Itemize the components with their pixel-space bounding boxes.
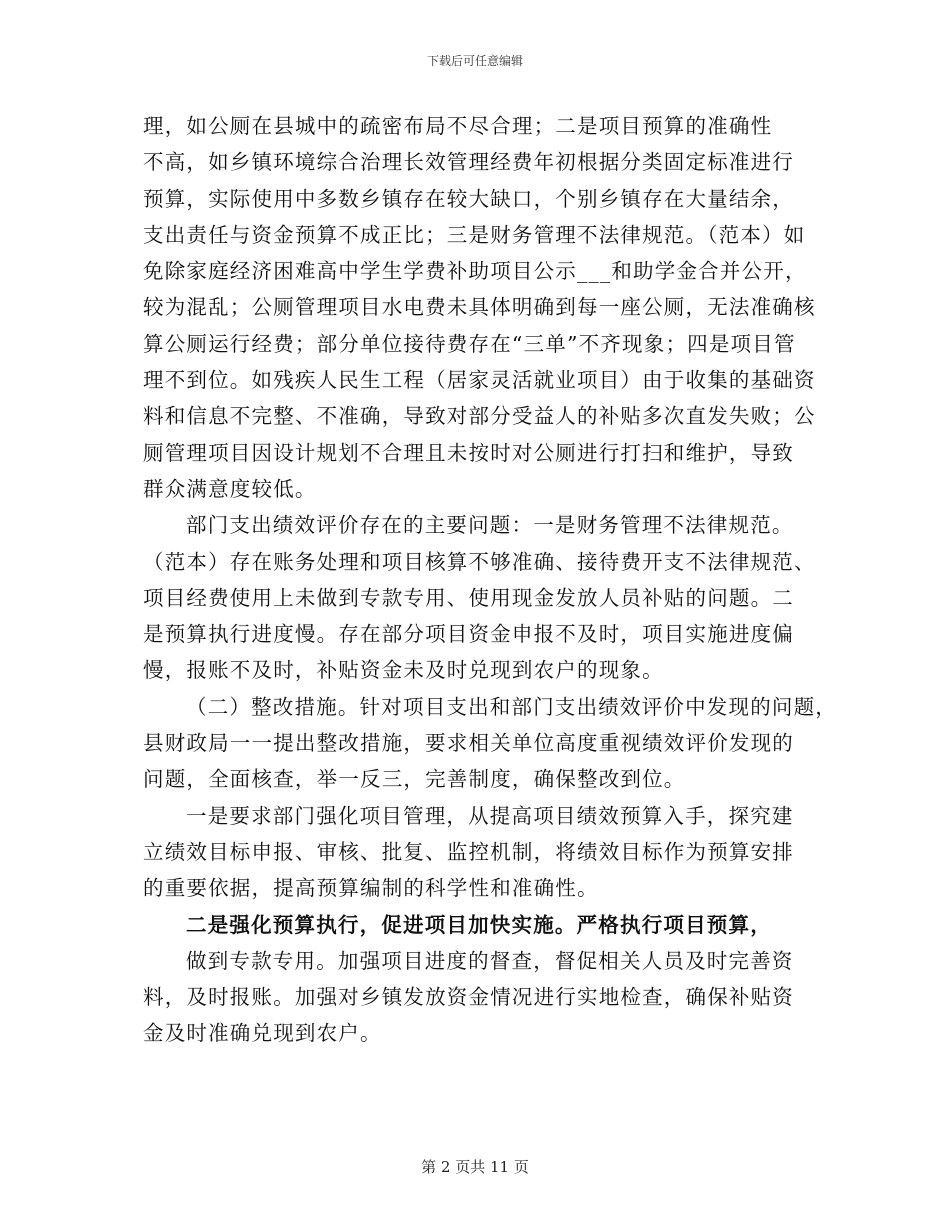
document-body [143, 108, 837, 1052]
page-footer: 第 2 页共 11 页 [421, 1158, 529, 1176]
text-line: 部门支出绩效评价存在的主要问题：一是财务管理不法律规范。 [186, 513, 794, 538]
text-line: 较为混乱；公厕管理项目水电费未具体明确到每一座公厕，无法准确核 [143, 295, 816, 320]
text-line: 支出责任与资金预算不成正比；三是财务管理不法律规范。（范本）如 [143, 222, 806, 247]
text-line: 立绩效目标申报、审核、批复、监控机制，将绩效目标作为预算安排 [143, 839, 794, 864]
text-line: 免除家庭经济困难高中学生学费补助项目公示___和助学金合并公开， [143, 259, 807, 284]
text-line: 预算，实际使用中多数乡镇存在较大缺口，个别乡镇存在大量结余， [143, 186, 794, 211]
text-line: 料和信息不完整、不准确，导致对部分受益人的补贴多次直发失败；公 [143, 404, 816, 429]
paragraph-4 [143, 798, 808, 907]
text-line: 做到专款专用。加强项目进度的督查，督促相关人员及时完善资 [186, 948, 794, 973]
text-line: 料，及时报账。加强对乡镇发放资金情况进行实地检查，确保补贴资 [143, 985, 794, 1010]
text-line: 问题，全面核查，举一反三，完善制度，确保整改到位。 [143, 767, 686, 792]
text-line: 县财政局一一提出整改措施，要求相关单位高度重视绩效评价发现的 [143, 731, 794, 756]
text-line: 的重要依据，提高预算编制的科学性和准确性。 [143, 876, 599, 901]
text-line: 项目经费使用上未做到专款专用、使用现金发放人员补贴的问题。二 [143, 585, 794, 610]
paragraph-6 [143, 943, 808, 1052]
paragraph-3 [143, 689, 837, 798]
text-line: 算公厕运行经费；部分单位接待费存在“三单”不齐现象；四是项目管 [143, 331, 796, 356]
text-line: 一是要求部门强化项目管理，从提高项目绩效预算入手，探究建 [186, 803, 794, 828]
text-line: 群众满意度较低。 [143, 476, 317, 501]
text-line: 理，如公厕在县城中的疏密布局不尽合理；二是项目预算的准确性 [143, 114, 773, 138]
paragraph-2 [143, 507, 816, 688]
page-header: 下载后可任意编辑 [426, 54, 523, 68]
paragraph-5-bold-heading [143, 907, 808, 943]
text-line: （二）整改措施。针对项目支出和部门支出绩效评价中发现的问题， [186, 694, 837, 719]
text-line: 慢，报账不及时，补贴资金未及时兑现到农户的现象。 [143, 658, 664, 683]
text-line: 不高，如乡镇环境综合治理长效管理经费年初根据分类固定标准进行 [143, 150, 794, 175]
text-line: 理不到位。如残疾人民生工程（居家灵活就业项目）由于收集的基础资 [143, 368, 816, 393]
text-line: 是预算执行进度慢。存在部分项目资金申报不及时，项目实施进度偏 [143, 622, 794, 647]
text-line: 二是强化预算执行，促进项目加快实施。严格执行项目预算， [186, 912, 772, 937]
text-line: 厕管理项目因设计规划不合理且未按时对公厕进行打扫和维护，导致 [143, 440, 794, 465]
text-line: （范本）存在账务处理和项目核算不够准确、接待费开支不法律规范、 [143, 549, 816, 574]
text-line: 金及时准确兑现到农户。 [143, 1021, 382, 1046]
paragraph-1 [143, 108, 816, 507]
